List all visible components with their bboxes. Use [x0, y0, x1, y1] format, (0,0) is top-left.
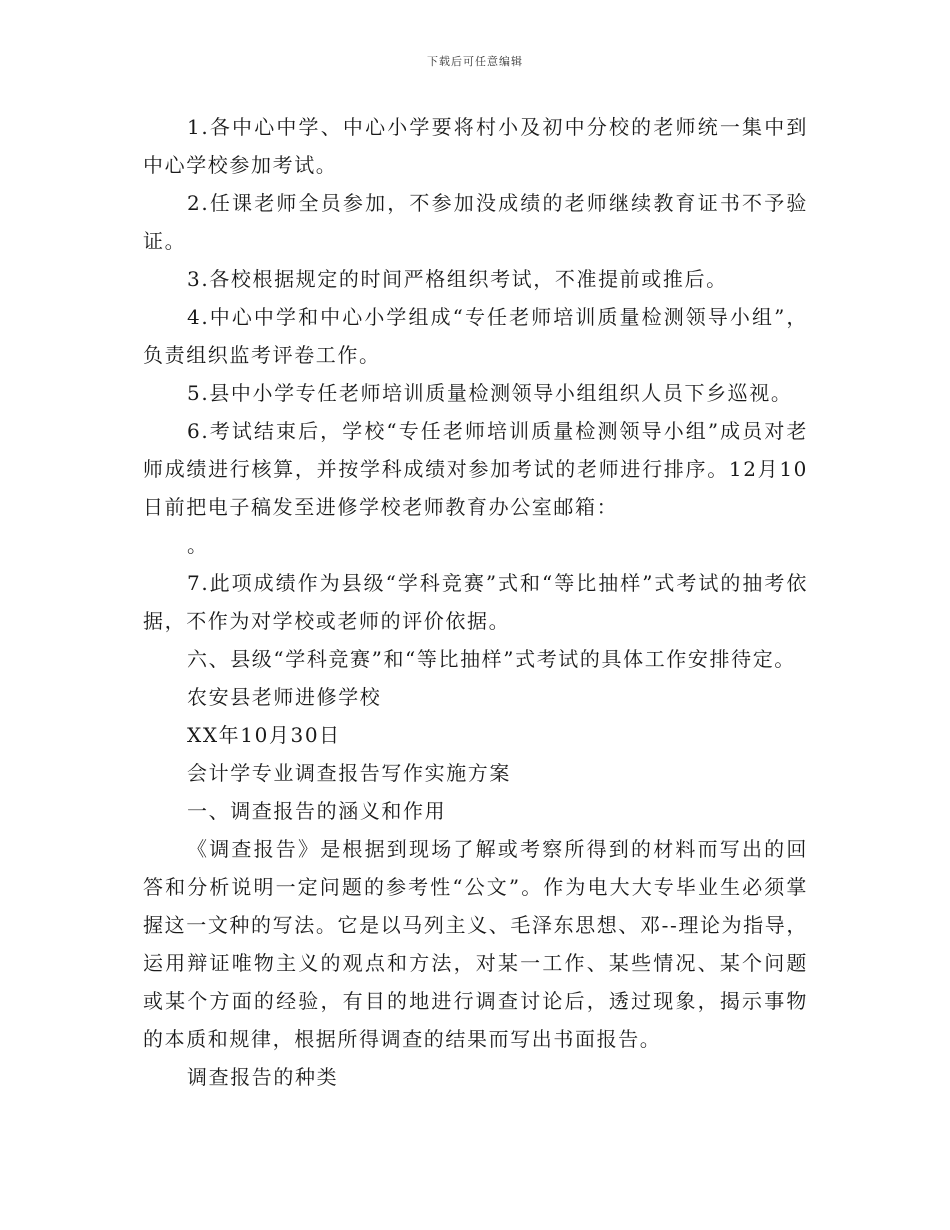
paragraph-item-1: 1.各中心中学、中心小学要将村小及初中分校的老师统一集中到中心学校参加考试。 — [143, 115, 808, 177]
paragraph-item-7: 7.此项成绩作为县级“学科竞赛”式和“等比抽样”式考试的抽考依据，不作为对学校或老师的评价依据。 — [143, 571, 808, 633]
paragraph-period: 。 — [187, 533, 209, 557]
paragraph-definition: 《调查报告》是根据到现场了解或考察所得到的材料而写出的回答和分析说明一定问题的参考性“公文”。作为电大大专毕业生必须掌握这一文种的写法。它是以马列主义、毛泽东思想、邓--理论为指导，运用辩证唯物主义的观点和方法，对某一工作、某些情况、某个问题或某个方面的经验，有目的地进行调查讨论后，透过现象，揭示事物的本质和规律，根据所得调查的结果而写出书面报告。 — [143, 837, 808, 1051]
paragraph-item-2: 2.任课老师全员参加，不参加没成绩的老师继续教育证书不予验证。 — [143, 191, 808, 253]
paragraph-item-6: 6.考试结束后，学校“专任老师培训质量检测领导小组”成员对老师成绩进行核算，并按学科成绩对参加考试的老师进行排序。12月10日前把电子稿发至进修学校老师教育办公室邮箱： — [143, 419, 808, 519]
section-heading-one: 一、调查报告的涵义和作用 — [187, 799, 447, 823]
paragraph-item-3: 3.各校根据规定的时间严格组织考试，不准提前或推后。 — [187, 267, 728, 291]
section-title: 会计学专业调查报告写作实施方案 — [187, 761, 511, 785]
paragraph-section-six: 六、县级“学科竞赛”和“等比抽样”式考试的具体工作安排待定。 — [187, 647, 796, 671]
section-heading-types: 调查报告的种类 — [187, 1065, 339, 1089]
paragraph-item-4: 4.中心中学和中心小学组成“专任老师培训质量检测领导小组”，负责组织监考评卷工作。 — [143, 305, 808, 367]
signature-school: 农安县老师进修学校 — [187, 685, 382, 709]
page-header: 下载后可任意编辑 — [427, 55, 523, 68]
signature-date: XX年10月30日 — [187, 723, 341, 747]
paragraph-item-5: 5.县中小学专任老师培训质量检测领导小组组织人员下乡巡视。 — [187, 381, 793, 405]
document-body — [143, 108, 808, 1096]
